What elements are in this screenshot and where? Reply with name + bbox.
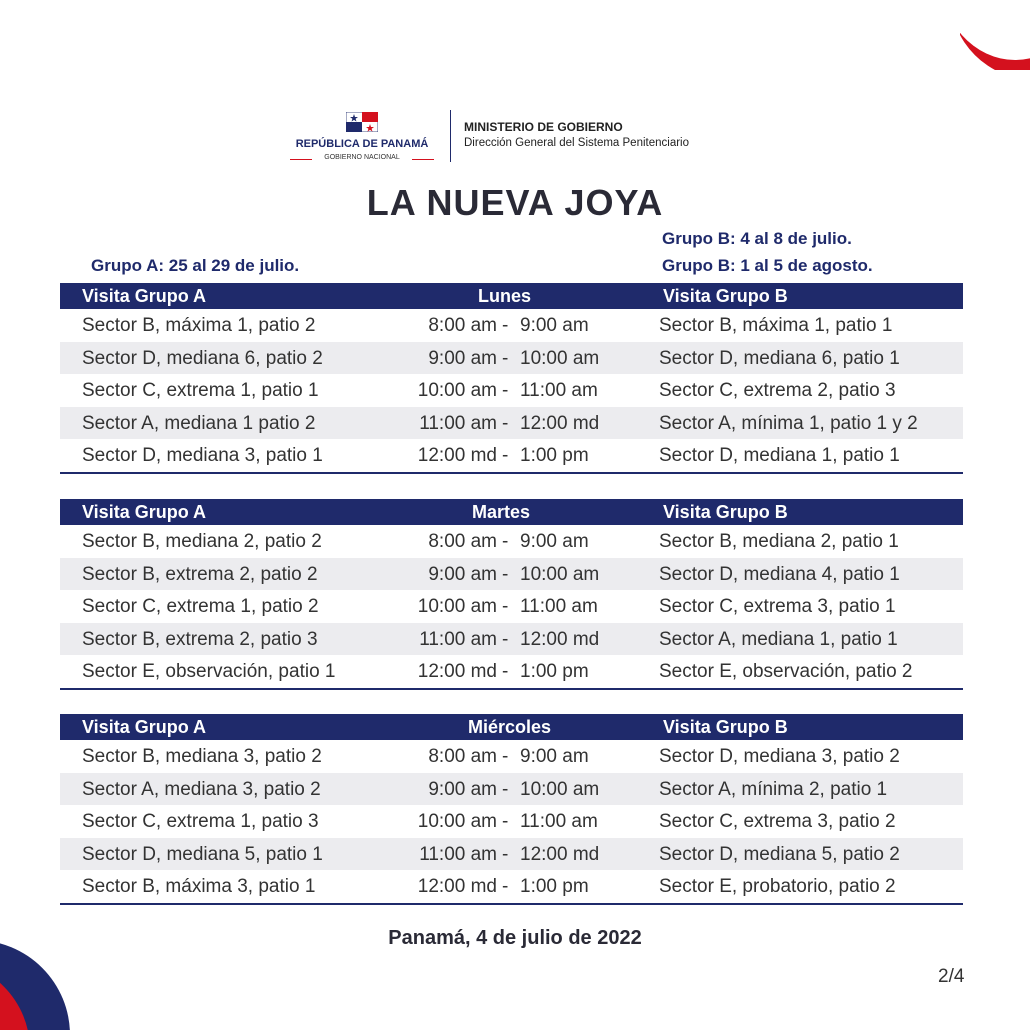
cell-group-a: Sector B, extrema 2, patio 2 [82, 563, 318, 585]
cell-group-a: Sector B, extrema 2, patio 3 [82, 628, 318, 650]
table-row [60, 655, 963, 688]
cell-time-to: 11:00 am [520, 811, 598, 833]
cell-time-from: 10:00 am [417, 811, 497, 833]
cell-time-from: 11:00 am [419, 412, 497, 434]
cell-dash: - [502, 661, 509, 683]
cell-time-to: 10:00 am [520, 778, 600, 800]
cell-dash: - [502, 563, 509, 585]
ministry-name: MINISTERIO DE GOBIERNO [464, 120, 623, 134]
cell-group-a: Sector E, observación, patio 1 [82, 661, 336, 683]
table-row [60, 309, 963, 342]
header-day: Miércoles [468, 717, 552, 737]
group-b-dates-1: Grupo B: 4 al 8 de julio. [662, 229, 852, 248]
table-header [60, 499, 963, 525]
cell-group-b: Sector B, máxima 1, patio 1 [659, 315, 893, 336]
cell-time-to: 9:00 am [520, 531, 589, 552]
table-row [60, 525, 963, 558]
table-row [60, 740, 963, 773]
table-row [60, 439, 963, 472]
header-group-b: Visita Grupo B [663, 717, 788, 737]
cell-time-from: 8:00 am [428, 531, 497, 552]
cell-group-b: Sector D, mediana 1, patio 1 [659, 445, 900, 467]
cell-group-b: Sector E, probatorio, patio 2 [659, 876, 896, 898]
corner-decoration-bottom-left [0, 940, 80, 1030]
cell-time-from: 12:00 md [417, 445, 497, 467]
group-a-dates: Grupo A: 25 al 29 de julio. [91, 256, 300, 275]
cell-group-b: Sector B, mediana 2, patio 1 [659, 531, 899, 552]
cell-group-a: Sector D, mediana 5, patio 1 [82, 843, 323, 865]
table-bottom-rule [60, 472, 963, 474]
cell-group-b: Sector D, mediana 5, patio 2 [659, 843, 900, 865]
schedule-table [60, 499, 963, 690]
panama-flag-icon [346, 112, 378, 132]
cell-dash: - [502, 347, 509, 369]
cell-dash: - [502, 843, 509, 865]
cell-dash: - [502, 596, 509, 618]
cell-time-from: 9:00 am [428, 778, 497, 800]
cell-time-to: 1:00 pm [520, 661, 589, 683]
cell-group-a: Sector A, mediana 1 patio 2 [82, 412, 316, 434]
schedule-table [60, 283, 963, 474]
table-row [60, 623, 963, 656]
header-group-b: Visita Grupo B [663, 502, 788, 522]
cell-dash: - [502, 778, 509, 800]
cell-time-from: 8:00 am [428, 746, 497, 767]
header-group-a: Visita Grupo A [82, 717, 207, 737]
header-group-b: Visita Grupo B [663, 286, 788, 306]
cell-time-to: 10:00 am [520, 563, 600, 585]
table-row [60, 342, 963, 375]
cell-time-to: 12:00 md [520, 843, 600, 865]
cell-group-b: Sector D, mediana 6, patio 1 [659, 347, 900, 369]
cell-group-b: Sector E, observación, patio 2 [659, 661, 913, 683]
cell-group-b: Sector A, mínima 1, patio 1 y 2 [659, 412, 918, 434]
cell-group-a: Sector D, mediana 3, patio 1 [82, 445, 323, 467]
logo-divider [450, 110, 451, 162]
cell-group-b: Sector C, extrema 3, patio 1 [659, 596, 896, 618]
corner-decoration-top-right [960, 0, 1030, 70]
cell-group-b: Sector C, extrema 2, patio 3 [659, 380, 896, 402]
cell-dash: - [502, 876, 509, 898]
page-title: LA NUEVA JOYA [366, 182, 664, 223]
table-row [60, 374, 963, 407]
cell-dash: - [502, 412, 509, 434]
cell-group-a: Sector C, extrema 1, patio 1 [82, 380, 319, 402]
page-number: 2/4 [938, 966, 965, 987]
table-row [60, 773, 963, 806]
cell-time-to: 1:00 pm [520, 445, 589, 467]
cell-group-b: Sector D, mediana 3, patio 2 [659, 746, 900, 767]
cell-group-a: Sector C, extrema 1, patio 3 [82, 811, 319, 833]
cell-time-to: 10:00 am [520, 347, 600, 369]
table-header [60, 714, 963, 740]
gobierno-nacional: GOBIERNO NACIONAL [324, 154, 400, 161]
cell-time-to: 12:00 md [520, 412, 600, 434]
header-day: Martes [472, 502, 531, 522]
cell-time-to: 9:00 am [520, 746, 589, 767]
cell-time-from: 10:00 am [417, 380, 497, 402]
cell-group-b: Sector A, mínima 2, patio 1 [659, 778, 888, 800]
table-bottom-rule [60, 903, 963, 905]
header-day: Lunes [478, 286, 532, 306]
cell-time-from: 10:00 am [417, 596, 497, 618]
table-row [60, 870, 963, 903]
cell-time-from: 11:00 am [419, 843, 497, 865]
cell-group-a: Sector B, mediana 2, patio 2 [82, 531, 322, 552]
table-bottom-rule [60, 688, 963, 690]
cell-time-from: 12:00 md [417, 876, 497, 898]
footer-date: Panamá, 4 de julio de 2022 [388, 927, 642, 949]
cell-dash: - [502, 746, 509, 767]
cell-group-a: Sector C, extrema 1, patio 2 [82, 596, 319, 618]
government-logo [288, 110, 748, 165]
cell-time-to: 9:00 am [520, 315, 589, 336]
cell-group-a: Sector D, mediana 6, patio 2 [82, 347, 323, 369]
table-row [60, 407, 963, 440]
cell-time-from: 11:00 am [419, 628, 497, 650]
group-b-dates-2: Grupo B: 1 al 5 de agosto. [662, 256, 873, 275]
cell-group-b: Sector C, extrema 3, patio 2 [659, 811, 896, 833]
table-row [60, 590, 963, 623]
cell-dash: - [502, 315, 509, 336]
schedule-table [60, 714, 963, 905]
table-header [60, 283, 963, 309]
cell-time-from: 9:00 am [428, 347, 497, 369]
cell-group-a: Sector B, máxima 1, patio 2 [82, 315, 316, 336]
table-row [60, 558, 963, 591]
cell-group-b: Sector D, mediana 4, patio 1 [659, 563, 900, 585]
cell-dash: - [502, 628, 509, 650]
table-row [60, 805, 963, 838]
direction-name: Dirección General del Sistema Penitenciario [464, 137, 689, 149]
header-group-a: Visita Grupo A [82, 502, 207, 522]
cell-group-a: Sector A, mediana 3, patio 2 [82, 778, 321, 800]
cell-time-from: 9:00 am [428, 563, 497, 585]
cell-time-from: 12:00 md [417, 661, 497, 683]
cell-time-to: 11:00 am [520, 596, 598, 618]
cell-dash: - [502, 445, 509, 467]
cell-dash: - [502, 811, 509, 833]
cell-group-a: Sector B, máxima 3, patio 1 [82, 876, 316, 898]
cell-time-to: 11:00 am [520, 380, 598, 402]
table-row [60, 838, 963, 871]
cell-dash: - [502, 380, 509, 402]
cell-time-from: 8:00 am [428, 315, 497, 336]
cell-dash: - [502, 531, 509, 552]
cell-time-to: 1:00 pm [520, 876, 589, 898]
cell-group-b: Sector A, mediana 1, patio 1 [659, 628, 898, 650]
republic-name: REPÚBLICA DE PANAMÁ [295, 138, 429, 150]
header-group-a: Visita Grupo A [82, 286, 207, 306]
cell-time-to: 12:00 md [520, 628, 600, 650]
cell-group-a: Sector B, mediana 3, patio 2 [82, 746, 322, 767]
